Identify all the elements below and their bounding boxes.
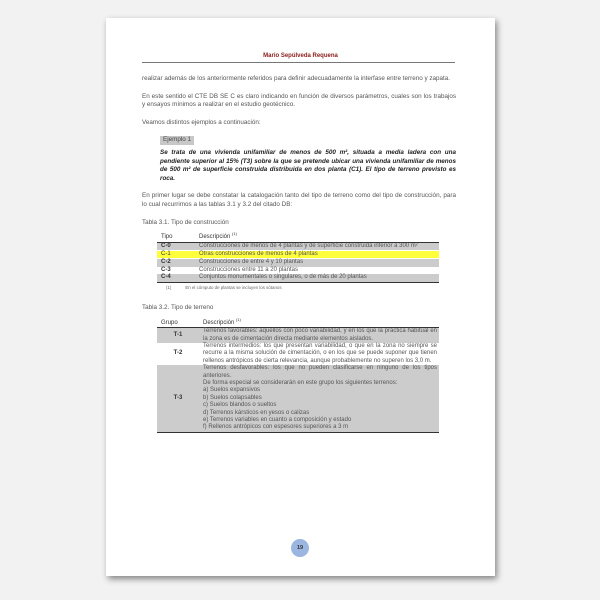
example-box (160, 136, 456, 183)
page-content (142, 75, 456, 433)
table2-title: Tabla 3.2. Tipo de terreno (142, 304, 214, 312)
table-row: C-0 Construcciones de menos de 4 plantas y de superficie construida inferior a 300 m² (157, 242, 439, 250)
paragraph-3: Veamos distintos ejemplos a continuación: (142, 118, 261, 126)
table-row-highlighted: C-1 Otras construcciones de menos de 4 plantas (157, 250, 439, 258)
table-row: C-4 Conjuntos monumentales o singulares, o de más de 20 plantas (157, 274, 439, 282)
table-row: C-2 Construcciones de entre 4 y 10 plantas (157, 259, 439, 267)
running-header: Mario Sepúlveda Requena (263, 53, 338, 59)
table-construction-type (157, 231, 439, 282)
paragraph-1: realizar además de los anteriormente referidos para definir adecuadamente la interfase entre terreno y zapata. (142, 75, 451, 82)
table1-header-type: Tipo (157, 234, 197, 242)
document-page (106, 18, 495, 576)
example-text: Se trata de una vivienda unifamiliar de menos de 500 m², situada a media ladera con una pendiente superior al 15% (T3) sobre la que se pretende ubicar una vivienda unifamiliar de menos de 500 m² de superficie construida distribuida en dos planta (C1). El tipo de terreno previsto es roca. (160, 148, 456, 182)
table-row: T-1 Terrenos favorables: aquellos con poco variabilidad, y en los que la práctica habitual en la zona es de cimentación directa mediante elementos aislados. (157, 328, 439, 343)
table2-header-desc: Descripción $^{(1)}$ (201, 320, 439, 328)
example-label: Ejemplo 1 (160, 136, 194, 145)
table2-header-group: Grupo (157, 320, 201, 328)
table-row: T-3 Terrenos desfavorables: los que no pueden clasificarse en ninguno de los tipos anteriores. De forma especial se considerarán en este grupo los siguientes terrenos: a) Suelos expansivos b) Suelos colapsables c) Suelos blandos o sueltos d) Terrenos kársticos en yesos o calizas e) Terrenos variables en cuanto a composición y estado f) Rellenos antrópicos con espesores superiores a 3 m (157, 365, 439, 432)
paragraph-4: En primer lugar se debe constatar la catalogación tanto del tipo de terreno como del tipo de construcción, para lo cual recurrimos a las tablas 3.1 y 3.2 del citado DB: (142, 192, 456, 208)
page-number-badge: 19 (291, 539, 309, 557)
table1-title: Tabla 3.1. Tipo de construcción (142, 218, 229, 226)
table-row: C-3 Construcciones entre 11 a 20 plantas (157, 267, 439, 274)
table1-header-desc: Descripción $^{(1)}$ (197, 234, 439, 242)
header-rule (142, 62, 455, 63)
t3-description: Terrenos desfavorables: los que no pueden clasificarse en ninguno de los tipos anteriores. De forma especial se considerarán en este grupo los siguientes terrenos: a) Suelos expansivos b) Suelos colapsables c) Suelos blandos o sueltos d) Terrenos kársticos en yesos o calizas e) Terrenos variables en cuanto a composición y estado f) Rellenos antrópicos con espesores superiores a 3 m (203, 365, 437, 431)
table1-footnote: (1) En el cómputo de plantas se incluyen los sótanos (166, 284, 282, 290)
table-terrain-type (157, 316, 439, 433)
paragraph-2: En este sentido el CTE DB SE C es claro indicando en función de diversos parámetros, cuales son los trabajos y ensayos mínimos a realizar en el estudio geotécnico. (142, 92, 456, 109)
table-row: T-2 Terrenos intermedios: los que presentan variabilidad, o que en la zona no siempre se recurre a la misma solución de cimentación, o en los que se puede suponer que tienen rellenos antrópicos de cierta relevancia, aunque probablemente no superen los 3,0 m. (157, 343, 439, 365)
